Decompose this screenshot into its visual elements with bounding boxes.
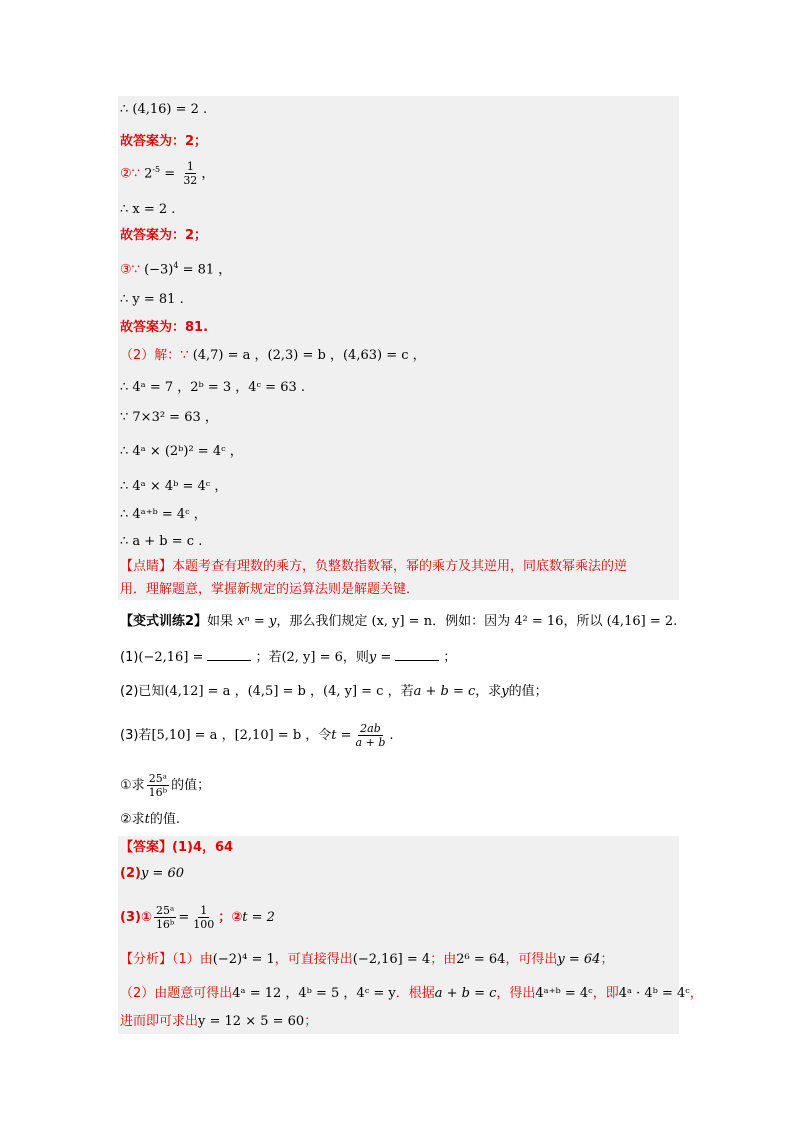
answer-blank bbox=[207, 660, 251, 661]
sub-question-2: ②求t的值. bbox=[120, 812, 181, 827]
answer-block bbox=[118, 836, 679, 1034]
fraction: $\frac{2ab}{a + b}$ bbox=[355, 722, 386, 749]
problem-intro: 【变式训练2】如果 xⁿ = y，那么我们规定 (x, y] = n．例如：因为 4² = 16，所以 (4,16] = 2. bbox=[120, 614, 678, 629]
question-1: (1)(−2,16] = ；若(2, y] = 6，则y = ； bbox=[120, 650, 457, 665]
fraction: $\frac{\text{25ᵃ}}{\text{16ᵇ}}$ bbox=[155, 904, 175, 931]
solution-line-15: ∴ a + b = c . bbox=[120, 534, 203, 549]
solution-line-12: ∴ 4ᵃ × (2ᵇ)² = 4ᶜ ， bbox=[120, 444, 243, 459]
solution-line-10: ∴ 4ᵃ = 7 ，2ᵇ = 3 ，4ᶜ = 63 . bbox=[120, 380, 306, 395]
solution-line-6: ③∵ $(-3)^4 = 81$ ， bbox=[120, 261, 232, 278]
comment-line-2: 用．理解题意，掌握新规定的运算法则是解题关键． bbox=[120, 582, 420, 597]
solution-line-4: ∴ x = 2 . bbox=[120, 202, 176, 217]
sub-question-1: ①求 $\frac{\text{25ᵃ}}{\text{16ᵇ}}$ 的值； bbox=[120, 772, 211, 799]
fraction: $\frac{1}{100}$ bbox=[193, 904, 215, 931]
problem-title: 【变式训练2】 bbox=[120, 614, 208, 629]
fraction: $\frac{\text{25ᵃ}}{\text{16ᵇ}}$ bbox=[148, 772, 168, 799]
solution-line-5: 故答案为：2； bbox=[120, 228, 208, 243]
analysis-line-2: （2）由题意可得出4ᵃ = 12 ，4ᵇ = 5 ，4ᶜ = y．根据a + b = c，得出4ᵃ⁺ᵇ = 4ᶜ，即4ᵃ · 4ᵇ = 4ᶜ， bbox=[120, 986, 703, 1001]
fraction: $\frac{1}{32}$ bbox=[183, 160, 198, 188]
question-3: (3)若[5,10] = a ，[2,10] = b ，令t = $\frac{2ab}{a + b}$ . bbox=[120, 722, 394, 749]
solution-line-11: ∵ 7×3² = 63 ， bbox=[120, 410, 218, 425]
analysis-line-1: 【分析】（1）由(−2)⁴ = 1，可直接得出(−2,16] = 4；由2⁶ = 64，可得出y = 64； bbox=[120, 952, 614, 967]
analysis-line-3: 进而即可求出y = 12 × 5 = 60； bbox=[120, 1014, 318, 1029]
question-2: (2)已知(4,12] = a ，(4,5] = b ，(4, y] = c ，若a + b = c，求y的值； bbox=[120, 684, 548, 699]
solution-line-1 bbox=[120, 100, 207, 120]
math-text: ∴ (4,16) = 2 . bbox=[120, 102, 208, 117]
answer-line-1: 【答案】(1)4，64 bbox=[120, 840, 234, 855]
solution-line-14: ∴ 4ᵃ⁺ᵇ = 4ᶜ ， bbox=[120, 507, 207, 522]
solution-line-7: ∴ y = 81 . bbox=[120, 292, 184, 307]
comment-line-1: 【点睛】本题考查有理数的乘方，负整数指数幂，幂的乘方及其逆用，同底数幂乘法的逆 bbox=[120, 559, 628, 574]
answer-line-2: (2)y = 60 bbox=[120, 866, 184, 881]
answer-blank bbox=[395, 660, 439, 661]
answer-line-3: (3)① $\frac{\text{25ᵃ}}{\text{16ᵇ}}$ = $\frac{1}{100}$ ；②t = 2 bbox=[120, 904, 275, 931]
solution-line-2: 故答案为：2； bbox=[120, 134, 208, 149]
solution-line-13: ∴ 4ᵃ × 4ᵇ = 4ᶜ ， bbox=[120, 479, 228, 494]
solution-line-8: 故答案为：81. bbox=[120, 320, 209, 335]
solution-line-9: （2）解：∵ (4,7) = a ，(2,3) = b ，(4,63) = c ， bbox=[120, 348, 426, 363]
solution-line-3: ②∵ $2^{-5}$ = $\frac{1}{32}$ ， bbox=[120, 160, 215, 188]
